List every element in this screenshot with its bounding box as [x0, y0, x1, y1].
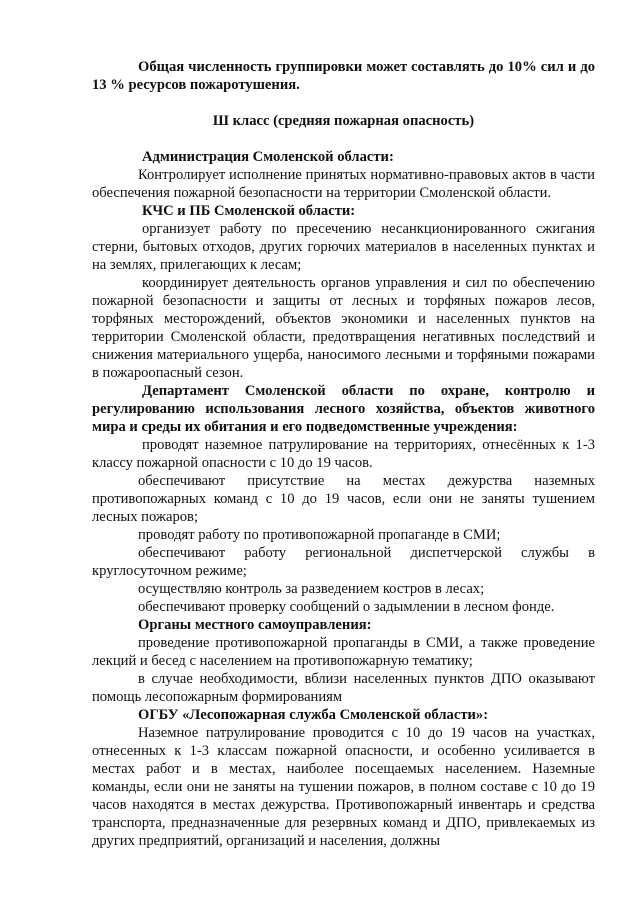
paragraph-administration-control: Контролирует исполнение принятых нормативно-правовых актов в части обеспечения пожарной безопасности на территории Смоленской области.	[92, 167, 595, 201]
intro-paragraph: Общая численность группировки может составлять до 10% сил и до 13 % ресурсов пожаротушения.	[92, 59, 595, 93]
class-heading: Ш класс (средняя пожарная опасность)	[212, 113, 475, 129]
section-heading-forestry-department: Департамент Смоленской области по охране, контролю и регулированию использования лесного хозяйства, объектов животного мира и среды их обитания и его подведомственные учреждения:	[92, 383, 595, 435]
paragraph-kchs-organize: организует работу по пресечению несанкционированного сжигания стерни, бытовых отходов, других горючих материалов в населенных пунктах и на землях, прилегающих к лесам;	[92, 221, 595, 273]
paragraph-local-propaganda: проведение противопожарной пропаганды в СМИ, а также проведение лекций и бесед с населением на противопожарную тематику;	[92, 635, 595, 669]
paragraph-forestry-presence: обеспечивают присутствие на местах дежурства наземных противопожарных команд с 10 до 19 часов, если они не заняты тушением лесных пожаров;	[92, 473, 595, 525]
paragraph-forestry-smoke: обеспечивают проверку сообщений о задымлении в лесном фонде.	[138, 599, 555, 615]
section-heading-local-government: Органы местного самоуправления:	[138, 617, 372, 633]
paragraph-forestry-dispatch: обеспечивают работу региональной диспетчерской службы в круглосуточном режиме;	[92, 545, 595, 579]
paragraph-local-assistance: в случае необходимости, вблизи населенных пунктов ДПО оказывают помощь лесопожарным формированиям	[92, 671, 595, 705]
section-heading-kchs: КЧС и ПБ Смоленской области:	[142, 203, 356, 219]
paragraph-forestry-propaganda: проводят работу по противопожарной пропаганде в СМИ;	[138, 527, 501, 543]
section-heading-administration: Администрация Смоленской области:	[142, 149, 394, 165]
section-heading-fire-service: ОГБУ «Лесопожарная служба Смоленской области»:	[138, 707, 489, 723]
paragraph-forestry-bonfires: осуществляю контроль за разведением костров в лесах;	[138, 581, 485, 597]
document-page	[92, 58, 595, 850]
paragraph-fire-service-patrol: Наземное патрулирование проводится с 10 до 19 часов на участках, отнесенных к 1-3 классам пожарной опасности, и особенно усиливается в местах работ и в местах, наиболее посещаемых населением. Наземные команды, если они не заняты на тушении пожаров, в полном составе с 10 до 19 часов находятся в местах дежурства. Противопожарный инвентарь и средства транспорта, предназначенные для резервных команд и ДПО, привлекаемых из других предприятий, организаций и населения, должны	[92, 725, 595, 849]
paragraph-kchs-coordinate: координирует деятельность органов управления и сил по обеспечению пожарной безопасности и защиты от лесных и торфяных пожаров лесов, торфяных месторождений, объектов экономики и населенных пунктов на территории Смоленской области, предотвращения негативных последствий и снижения материального ущерба, наносимого лесными и торфяными пожарами в пожароопасный сезон.	[92, 275, 595, 381]
paragraph-forestry-patrol: проводят наземное патрулирование на территориях, отнесённых к 1-3 классу пожарной опасности с 10 до 19 часов.	[92, 437, 595, 471]
